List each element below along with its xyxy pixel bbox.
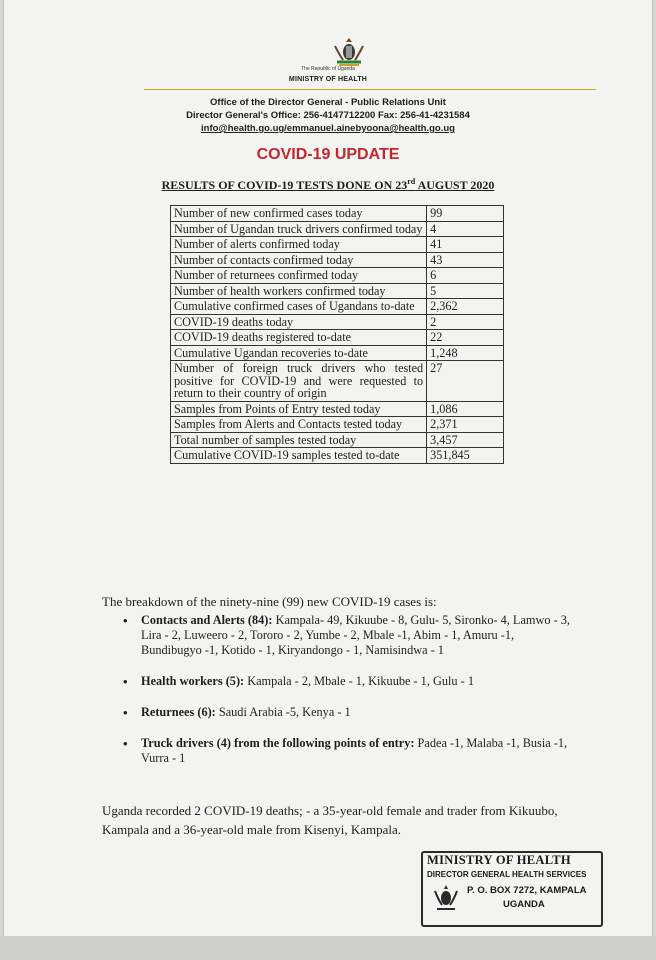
- table-row: [171, 345, 504, 361]
- results-heading-rest: AUGUST 2020: [415, 178, 495, 192]
- table-row: [171, 314, 504, 330]
- row-label: Number of contacts confirmed today: [171, 252, 427, 268]
- table-row: [171, 432, 504, 448]
- row-value: 27: [427, 361, 504, 402]
- row-label: Samples from Points of Entry tested today: [171, 401, 427, 417]
- stamp-line-3: P. O. BOX 7272, KAMPALA: [467, 885, 587, 896]
- stamp-line-1: MINISTRY OF HEALTH: [427, 853, 571, 867]
- row-value: 99: [427, 206, 504, 222]
- row-label: Number of returnees confirmed today: [171, 268, 427, 284]
- row-value: 6: [427, 268, 504, 284]
- stamp-line-4: UGANDA: [503, 899, 545, 910]
- breakdown-list: [120, 613, 570, 782]
- coat-of-arms-stamp-icon: [431, 883, 461, 917]
- list-item-text: Kampala - 2, Mbale - 1, Kikuube - 1, Gulu - 1: [244, 674, 474, 688]
- list-item-heading: Returnees (6):: [141, 705, 216, 719]
- letterhead-rule: [144, 89, 596, 90]
- row-label: Samples from Alerts and Contacts tested today: [171, 417, 427, 433]
- row-label: COVID-19 deaths registered to-date: [171, 330, 427, 346]
- ministry-name: MINISTRY OF HEALTH: [288, 76, 368, 83]
- table-row: [171, 252, 504, 268]
- email-line[interactable]: info@health.go.ug/emmanuel.ainebyoona@health.go.ug: [201, 123, 455, 134]
- row-label: Cumulative Ugandan recoveries to-date: [171, 345, 427, 361]
- list-item: [120, 674, 570, 689]
- results-table: [170, 205, 504, 464]
- row-value: 43: [427, 252, 504, 268]
- row-value: 5: [427, 283, 504, 299]
- list-item: [120, 736, 570, 766]
- row-label: Cumulative confirmed cases of Ugandans to-date: [171, 299, 427, 315]
- phone-line: Director General's Office: 256-4147712200 Fax: 256-41-4231584: [186, 110, 470, 121]
- row-value: 3,457: [427, 432, 504, 448]
- table-row: [171, 299, 504, 315]
- row-label: COVID-19 deaths today: [171, 314, 427, 330]
- table-row: [171, 417, 504, 433]
- list-item-text: Padea -1, Malaba -1, Busia -1, Vurra - 1: [141, 736, 568, 765]
- table-row: [171, 330, 504, 346]
- results-heading-prefix: RESULTS OF COVID-19 TESTS DONE ON 23: [161, 178, 408, 192]
- row-label: Number of foreign truck drivers who tested positive for COVID-19 and were requested to return to their country of origin: [171, 361, 427, 402]
- row-label: Number of Ugandan truck drivers confirmed today: [171, 221, 427, 237]
- list-item-text: Kampala- 49, Kikuube - 8, Gulu- 5, Sironko- 4, Lamwo - 3, Lira - 2, Luweero - 2, Tororo - 2, Yumbe - 2, Mbale -1, Abim - 1, Amuru -1, Bundibugyo -1, Kotido - 1, Kiryandongo - 1, Namisindwa - 1: [141, 613, 570, 657]
- row-value: 2,371: [427, 417, 504, 433]
- list-item-heading: Health workers (5):: [141, 674, 245, 688]
- background-strip: [0, 936, 656, 960]
- list-item-text: Saudi Arabia -5, Kenya - 1: [215, 705, 351, 719]
- list-item-heading: Contacts and Alerts (84):: [141, 613, 273, 627]
- list-item: [120, 613, 570, 658]
- table-row: [171, 221, 504, 237]
- row-value: 351,845: [427, 448, 504, 464]
- row-label: Total number of samples tested today: [171, 432, 427, 448]
- row-value: 41: [427, 237, 504, 253]
- row-label: Number of health workers confirmed today: [171, 283, 427, 299]
- coat-of-arms-icon: [329, 36, 369, 68]
- table-row: [171, 268, 504, 284]
- document-page: [4, 0, 652, 936]
- stamp-line-2: DIRECTOR GENERAL HEALTH SERVICES: [427, 870, 587, 879]
- table-row: [171, 401, 504, 417]
- office-line: Office of the Director General - Public Relations Unit: [210, 97, 446, 108]
- row-value: 22: [427, 330, 504, 346]
- row-value: 2,362: [427, 299, 504, 315]
- row-label: Number of new confirmed cases today: [171, 206, 427, 222]
- row-label: Cumulative COVID-19 samples tested to-date: [171, 448, 427, 464]
- table-row: [171, 448, 504, 464]
- list-item: [120, 705, 570, 720]
- table-row: [171, 237, 504, 253]
- row-label: Number of alerts confirmed today: [171, 237, 427, 253]
- row-value: 1,086: [427, 401, 504, 417]
- table-row: [171, 283, 504, 299]
- row-value: 4: [427, 221, 504, 237]
- row-value: 1,248: [427, 345, 504, 361]
- results-heading: [4, 177, 652, 193]
- results-heading-sup: rd: [407, 177, 416, 186]
- table-row: [171, 206, 504, 222]
- row-value: 2: [427, 314, 504, 330]
- update-title: COVID-19 UPDATE: [256, 146, 400, 163]
- republic-label: The Republic of Uganda: [301, 66, 355, 72]
- list-item-heading: Truck drivers (4) from the following points of entry:: [141, 736, 415, 750]
- table-row: [171, 361, 504, 402]
- deaths-note: Uganda recorded 2 COVID-19 deaths; - a 35-year-old female and trader from Kikuubo, Kampala and a 36-year-old male from Kisenyi, Kampala.: [102, 803, 558, 837]
- official-stamp: [421, 851, 603, 927]
- breakdown-intro: The breakdown of the ninety-nine (99) new COVID-19 cases is:: [102, 594, 437, 609]
